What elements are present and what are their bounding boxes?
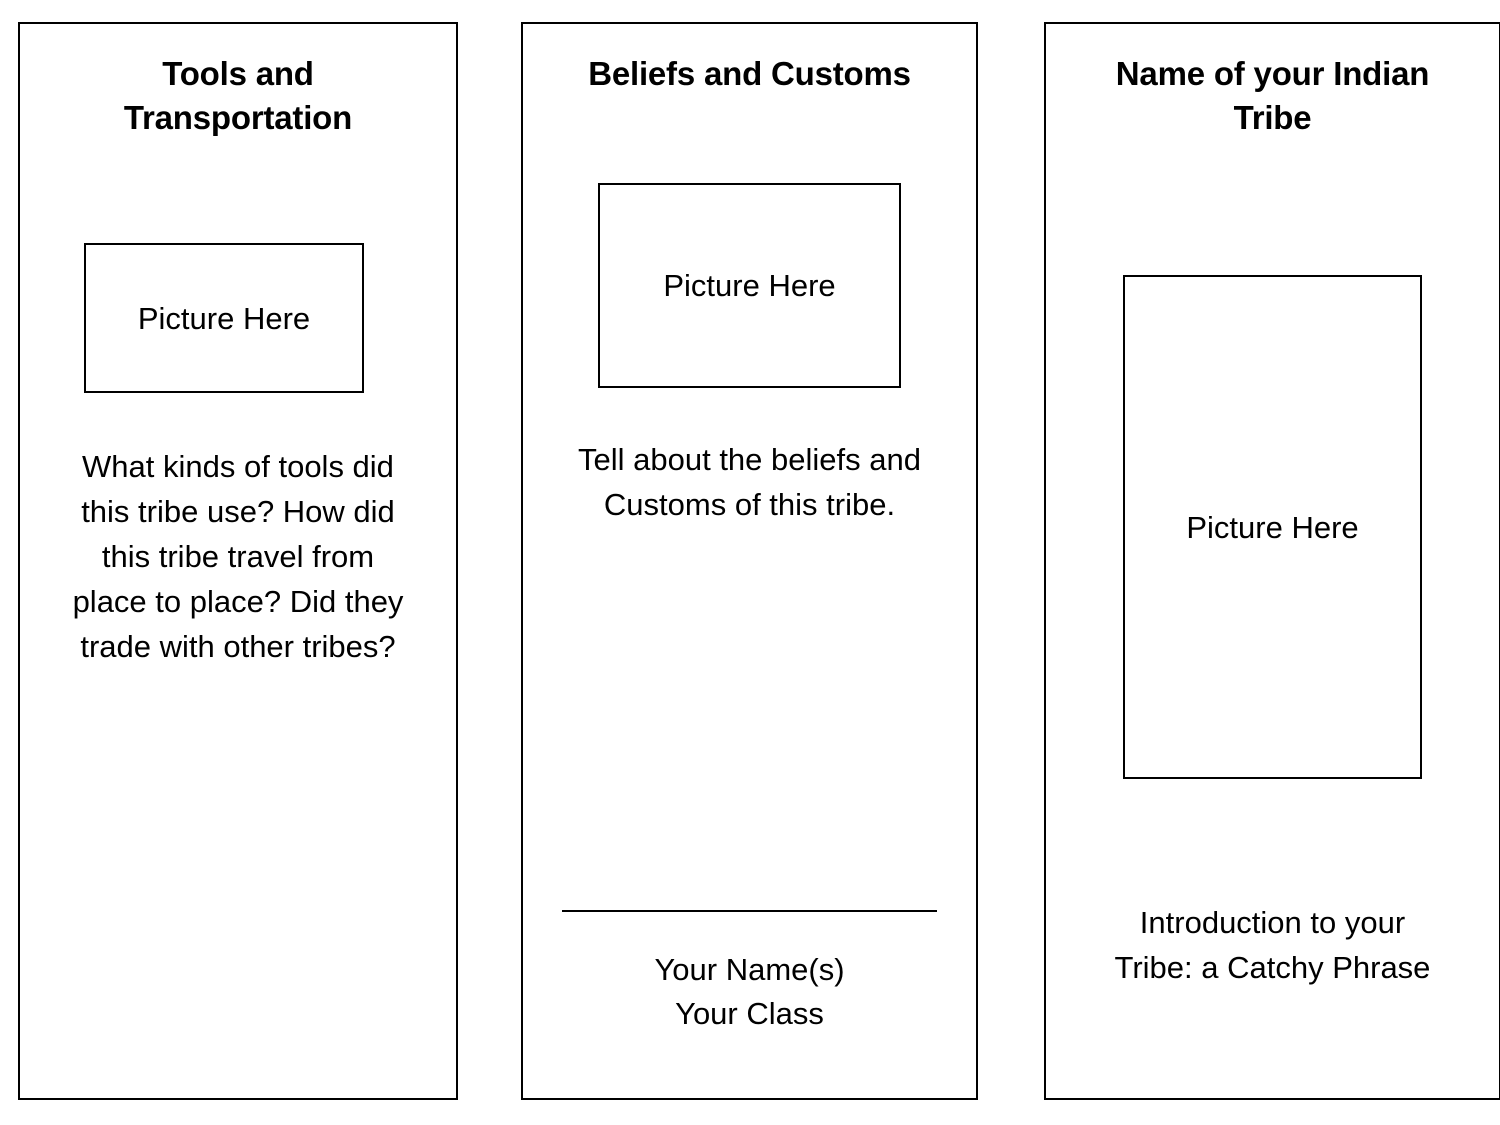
picture-placeholder-box bbox=[598, 183, 901, 388]
picture-placeholder-label: Picture Here bbox=[663, 268, 836, 304]
panel-body-text: What kinds of tools did this tribe use? How did this tribe travel from place to place? Did they trade with other tribes? bbox=[72, 449, 404, 664]
panel-title: Tools and Transportation bbox=[123, 55, 353, 136]
picture-placeholder-box bbox=[84, 243, 364, 393]
picture-placeholder-label: Picture Here bbox=[1186, 509, 1359, 545]
panel-tools-transportation bbox=[18, 22, 458, 1100]
signature-name-line: Your Name(s) bbox=[654, 951, 845, 987]
panel-title: Beliefs and Customs bbox=[588, 55, 911, 92]
panel-body-text: Tell about the beliefs and Customs of this tribe. bbox=[578, 442, 921, 523]
panel-tribe-name bbox=[1044, 22, 1500, 1100]
panel-title: Name of your Indian Tribe bbox=[1115, 55, 1430, 136]
picture-placeholder-label: Picture Here bbox=[137, 300, 311, 336]
panel-body-text: Introduction to your Tribe: a Catchy Phrase bbox=[1114, 905, 1431, 986]
signature-rule bbox=[562, 910, 937, 912]
signature-block bbox=[654, 948, 844, 1036]
panel-beliefs-customs bbox=[521, 22, 978, 1100]
signature-class-line: Your Class bbox=[675, 995, 824, 1031]
picture-placeholder-box bbox=[1123, 275, 1422, 779]
